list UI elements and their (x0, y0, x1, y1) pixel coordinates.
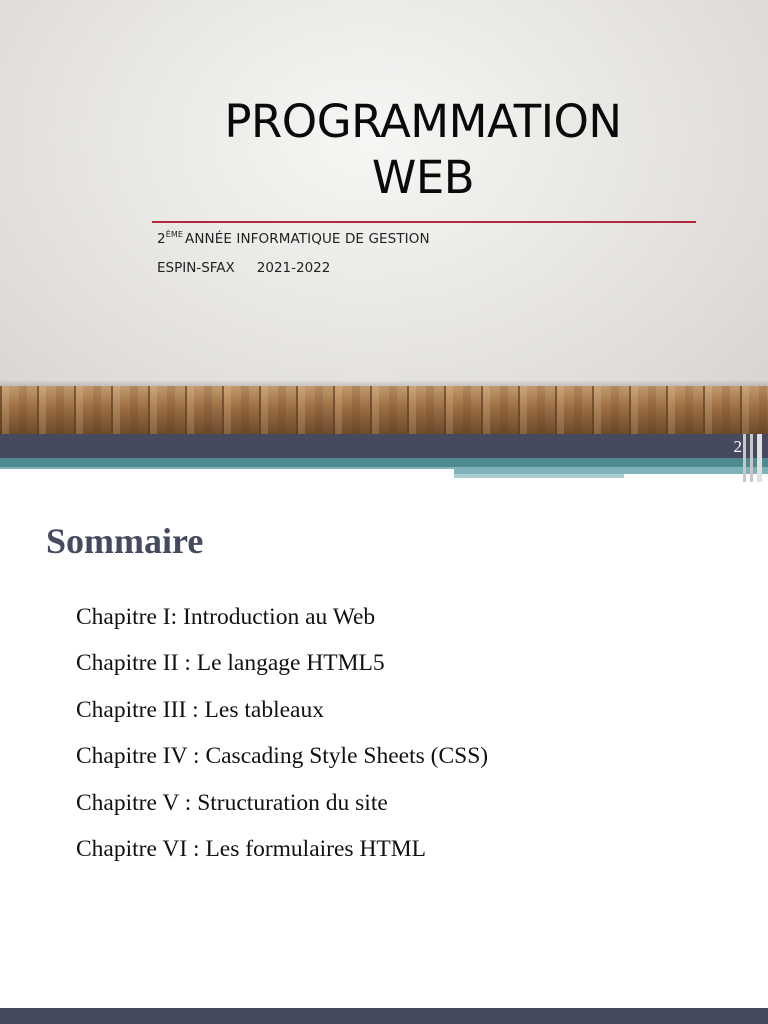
footer-band (0, 1008, 768, 1024)
header-teal-accent (454, 467, 768, 474)
institution-name: ESPIN-SFAX (157, 260, 235, 276)
institution-line (157, 259, 330, 277)
title-line-1: PROGRAMMATION (224, 95, 622, 148)
chapter-item: Chapitre I: Introduction au Web (76, 604, 376, 630)
title-line-2: WEB (371, 151, 475, 204)
wood-floor-decoration (0, 386, 768, 434)
header-teal-thin-stripe (0, 467, 454, 469)
subtitle-superscript: ÈME (165, 230, 184, 239)
header-side-bars (741, 434, 768, 482)
summary-heading: Sommaire (46, 521, 204, 561)
chapter-item: Chapitre II : Le langage HTML5 (76, 650, 385, 677)
slide-title (150, 94, 696, 206)
header-teal-stripe (0, 458, 768, 467)
chapter-item: Chapitre III : Les tableaux (76, 696, 324, 723)
chapter-item: Chapitre VI : Les formulaires HTML (76, 835, 427, 862)
summary-slide (0, 434, 768, 1024)
slide-subtitle (157, 230, 430, 250)
title-divider (152, 221, 696, 223)
chapter-item: Chapitre IV : Cascading Style Sheets (CSS) (76, 743, 489, 770)
title-slide (0, 0, 768, 434)
chapter-item: Chapitre V : Structuration du site (76, 789, 388, 816)
page-number: 2 (733, 437, 742, 456)
subtitle-year-number: 2 (157, 231, 166, 247)
subtitle-text: ANNÉE INFORMATIQUE DE GESTION (185, 231, 430, 247)
academic-year: 2021-2022 (256, 260, 331, 276)
chapter-list (76, 600, 488, 878)
header-teal-accent-small (454, 474, 624, 478)
header-band (0, 434, 768, 458)
